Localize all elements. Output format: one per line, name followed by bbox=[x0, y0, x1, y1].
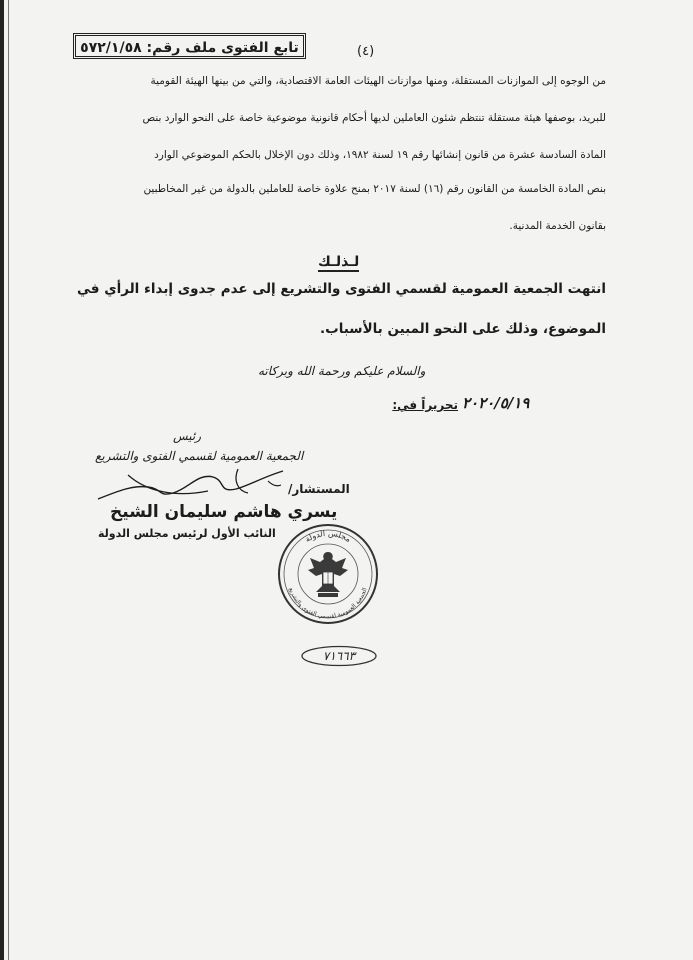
signatory-rank: المستشار/ bbox=[288, 482, 350, 496]
seal-top-text: مجلس الدولة bbox=[303, 528, 353, 544]
scan-left-edge bbox=[0, 0, 4, 960]
conclusion-line-2: الموضوع، وذلك على النحو المبين بالأسباب. bbox=[320, 321, 606, 337]
conclusion-line-1: انتهت الجمعية العمومية لقسمي الفتوى والتشريع إلى عدم جدوى إبداء الرأي في bbox=[77, 281, 606, 297]
seal-bottom-text: الجمعية العمومية لقسمي الفتوى والتشريع bbox=[287, 586, 369, 621]
body-line-4: بنص المادة الخامسة من القانون رقم (١٦) لسنة ٢٠١٧ بمنح علاوة خاصة للعاملين بالدولة من غير المخاطبين bbox=[143, 183, 606, 195]
date-value: ٢٠٢٠/٥/١٩ bbox=[462, 394, 530, 412]
date-label: تحريراً في: bbox=[392, 398, 458, 412]
salutation: والسلام عليكم ورحمة الله وبركاته bbox=[258, 364, 426, 378]
signatory-position: النائب الأول لرئيس مجلس الدولة bbox=[98, 527, 276, 540]
handwritten-signature bbox=[88, 463, 288, 505]
signature-title-1: رئيس bbox=[173, 429, 202, 443]
svg-text:مجلس الدولة bbox=[303, 529, 352, 544]
state-council-seal bbox=[276, 522, 380, 626]
eagle-emblem-icon bbox=[308, 552, 348, 597]
file-number: ٧١٦٦٣ bbox=[322, 649, 356, 663]
page-number: (٤) bbox=[357, 44, 375, 59]
file-reference-box: تابع الفتوى ملف رقم: ٥٧٢/١/٥٨ bbox=[73, 33, 306, 59]
body-line-3: المادة السادسة عشرة من قانون إنشائها رقم ١٩ لسنة ١٩٨٢، وذلك دون الإخلال بالحكم الموضوعي الوارد bbox=[154, 149, 606, 161]
signature-title-2: الجمعية العمومية لقسمي الفتوى والتشريع bbox=[95, 449, 304, 463]
body-line-1: من الوجوه إلى الموازنات المستقلة، ومنها موازنات الهيئات العامة الاقتصادية، والتي من بينها الهيئة القومية bbox=[150, 75, 606, 87]
body-line-2: للبريد، بوصفها هيئة مستقلة تنتظم شئون العاملين لديها أحكام قانونية موضوعية خاصة على النحو الوارد بنص bbox=[142, 112, 606, 124]
file-number-stamp bbox=[300, 645, 378, 667]
signatory-name: يسري هاشم سليمان الشيخ bbox=[110, 502, 338, 522]
body-line-5: بقانون الخدمة المدنية. bbox=[509, 220, 606, 232]
section-heading: لـذلـك bbox=[318, 254, 360, 270]
scan-left-edge-line bbox=[8, 0, 9, 960]
